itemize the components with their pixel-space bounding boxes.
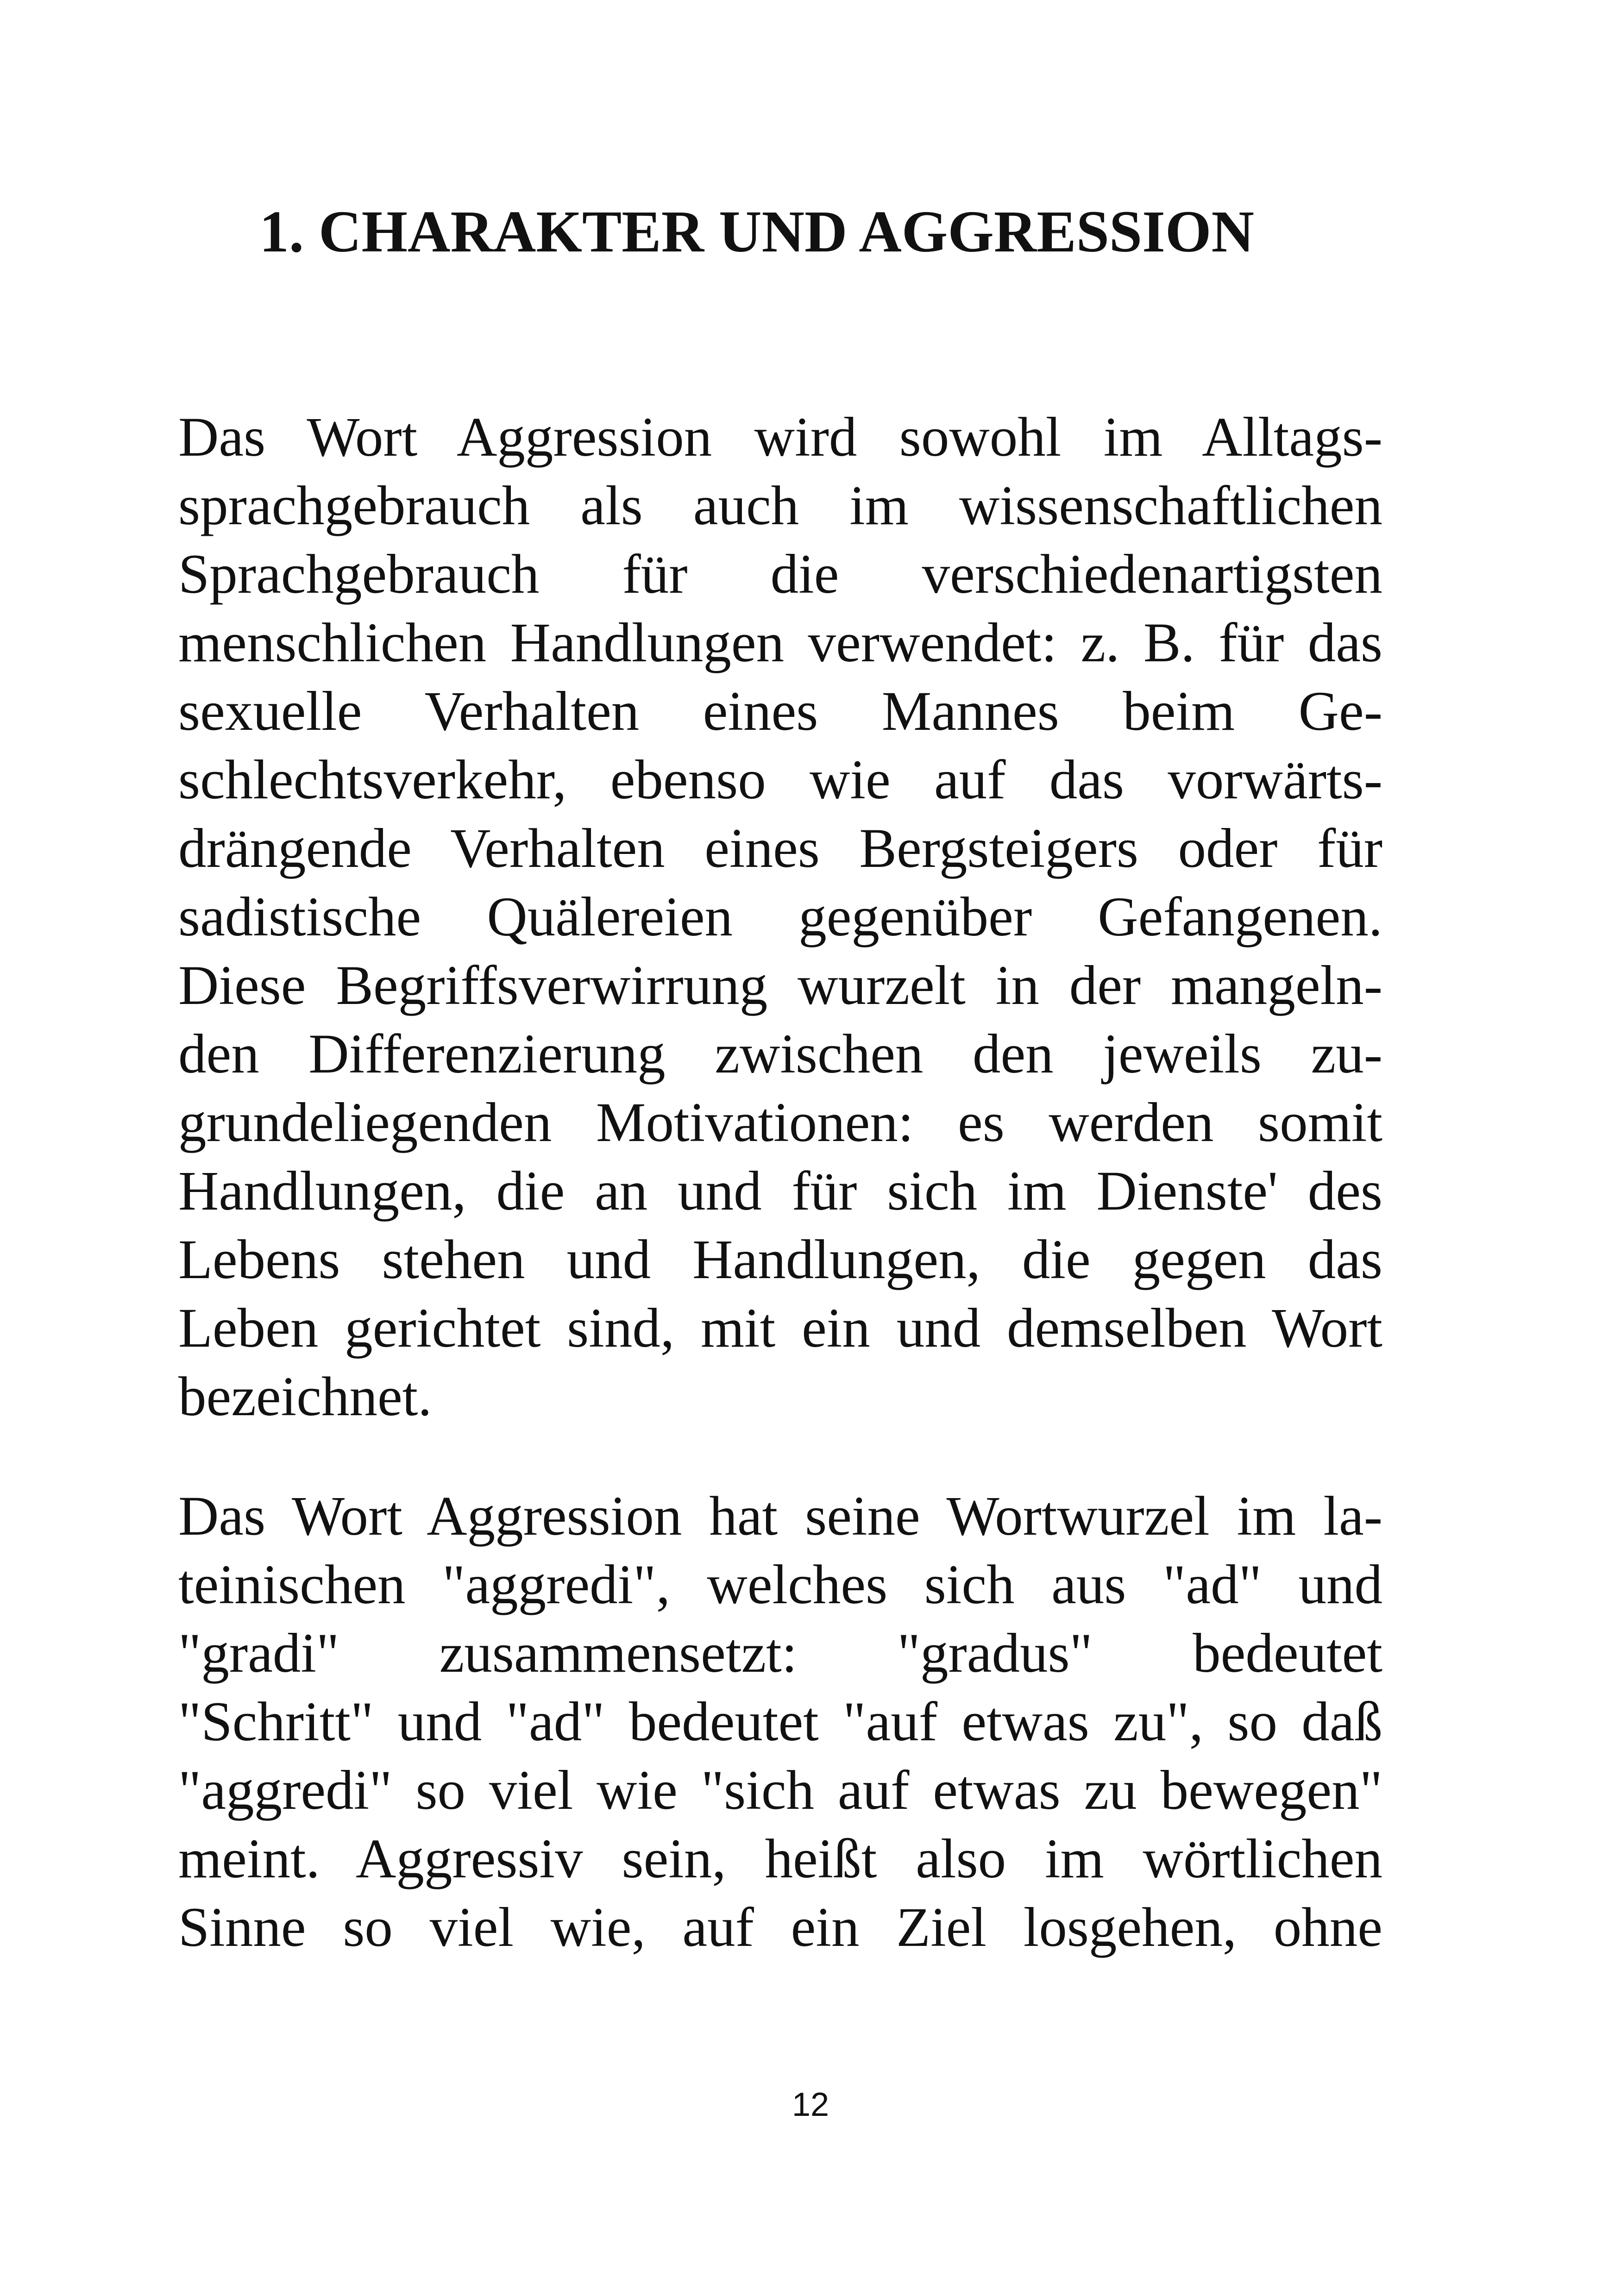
paragraph-1 (178, 403, 1382, 1431)
text-line: teinischen "aggredi", welches sich aus "ad" und (178, 1554, 1382, 1616)
text-line: Sprachgebrauch für die verschiedenartigsten (178, 543, 1382, 605)
text-line: Leben gerichtet sind, mit ein und demselben Wort (178, 1297, 1382, 1359)
text-line: drängende Verhalten eines Bergsteigers oder für (178, 817, 1382, 879)
page-number: 12 (792, 2086, 829, 2123)
text-line: Das Wort Aggression hat seine Wortwurzel im la- (178, 1485, 1382, 1547)
text-line: sexuelle Verhalten eines Mannes beim Ge- (178, 680, 1382, 742)
text-line: bezeichnet. (178, 1366, 432, 1428)
chapter-title: 1. CHARAKTER UND AGGRESSION (259, 199, 1254, 264)
text-line: sadistische Quälereien gegenüber Gefangenen. (178, 886, 1382, 948)
text-line: meint. Aggressiv sein, heißt also im wörtlichen (178, 1828, 1382, 1890)
text-line: Sinne so viel wie, auf ein Ziel losgehen, ohne (178, 1896, 1382, 1958)
text-line: "Schritt" und "ad" bedeutet "auf etwas zu", so daß (178, 1691, 1382, 1753)
text-line: "aggredi" so viel wie "sich auf etwas zu bewegen" (178, 1759, 1382, 1821)
text-line: menschlichen Handlungen verwendet: z. B. für das (178, 612, 1382, 674)
text-line: Diese Begriffsverwirrung wurzelt in der mangeln- (178, 954, 1382, 1016)
text-line: Handlungen, die an und für sich im Dienste' des (178, 1160, 1382, 1222)
text-line: Das Wort Aggression wird sowohl im Alltags- (178, 406, 1382, 468)
text-line: Lebens stehen und Handlungen, die gegen das (178, 1229, 1382, 1291)
paragraph-2 (178, 1482, 1382, 1962)
text-line: "gradi" zusammensetzt: "gradus" bedeutet (178, 1622, 1382, 1684)
text-line: den Differenzierung zwischen den jeweils zu- (178, 1023, 1382, 1085)
text-line: sprachgebrauch als auch im wissenschaftlichen (178, 475, 1382, 537)
text-line: grundeliegenden Motivationen: es werden somit (178, 1092, 1382, 1154)
text-line: schlechtsverkehr, ebenso wie auf das vorwärts- (178, 749, 1382, 811)
